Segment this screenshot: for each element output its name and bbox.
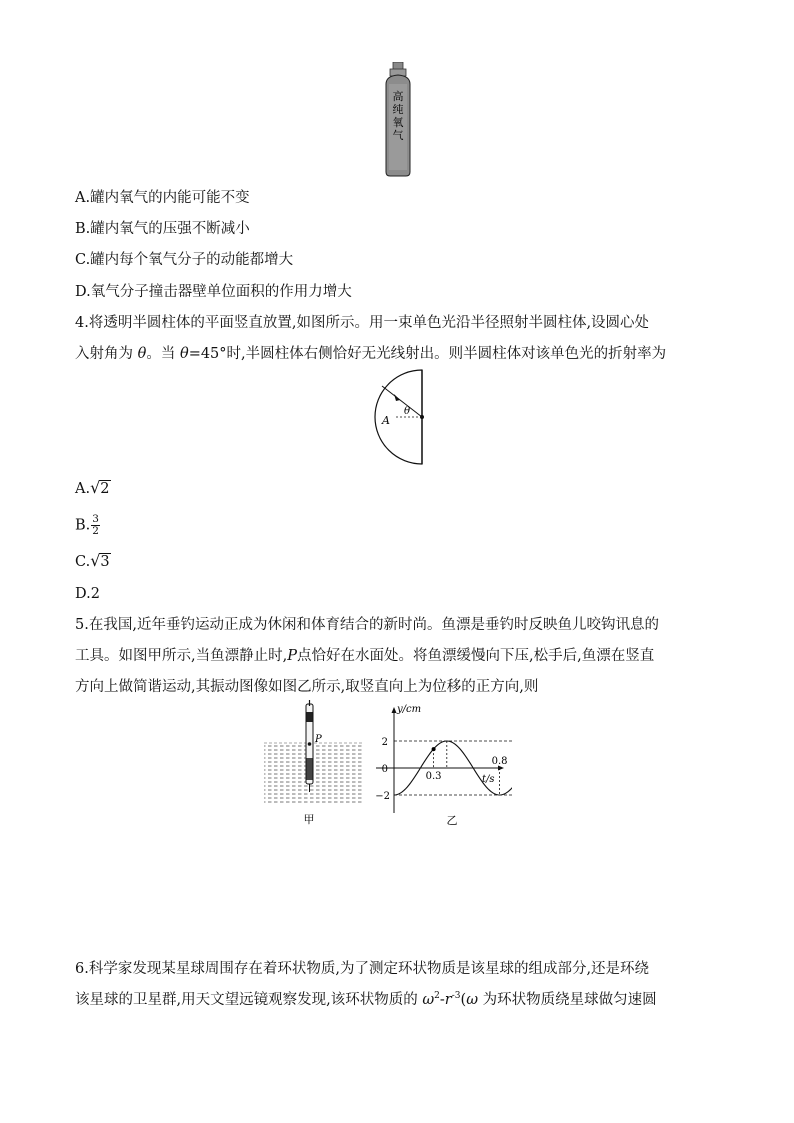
y-tick-2: 2	[381, 737, 388, 748]
vibration-graph	[366, 703, 512, 828]
x-tick-0.8: 0.8	[491, 756, 508, 767]
fig-label-theta: θ	[404, 406, 411, 417]
q5-stem-line3: 方向上做简谐运动,其振动图像如图乙所示,取竖直向上为位移的正方向,则	[75, 679, 539, 695]
q4-option-b: B. $\frac{3}{2}$	[75, 513, 99, 537]
q3-option-b: B.罐内氧气的压强不断减小	[75, 221, 250, 237]
y-tick-0: 0	[381, 764, 388, 775]
y-axis-label: y/cm	[397, 704, 422, 715]
cylinder-label-char: 纯	[392, 103, 404, 116]
fig-label-jia: 甲	[303, 813, 315, 826]
oxygen-cylinder-figure	[380, 62, 416, 178]
marked-point	[432, 747, 436, 751]
q4-option-c: C.√3	[75, 551, 110, 570]
cylinder-label-char: 高	[392, 90, 404, 103]
cylinder-label-char: 气	[392, 129, 404, 142]
q4-option-a: A.√2	[75, 478, 110, 497]
fig-label-p: P	[315, 734, 322, 745]
y-axis-arrow	[392, 707, 397, 713]
q6-stem-line2: 该星球的卫星群,用天文望远镜观察发现,该环状物质的 $\omega^2-r^{-3}(\omega$ 为环状物质绕星球做匀速圆	[75, 991, 657, 1008]
y-tick-neg2: −2	[375, 791, 390, 802]
fig-label-a: A	[382, 414, 390, 427]
semicylinder-figure	[360, 366, 440, 470]
x-axis-label: t/s	[482, 774, 495, 785]
q4-stem-line2: 入射角为 θ。当 θ=45°时,半圆柱体右侧恰好无光线射出。则半圆柱体对该单色光的折射率为	[75, 346, 667, 362]
fig-label-yi: 乙	[446, 814, 458, 827]
q4-stem-line1: 4.将透明半圆柱体的平面竖直放置,如图所示。用一束单色光沿半径照射半圆柱体,设圆心处	[75, 315, 650, 331]
q3-option-d: D.氧气分子撞击器壁单位面积的作用力增大	[75, 284, 352, 300]
cylinder-label-char: 氧	[392, 116, 404, 129]
q6-stem-line1: 6.科学家发现某星球周围存在着环状物质,为了测定环状物质是该星球的组成部分,还是环绕	[75, 961, 650, 977]
q5-stem-line1: 5.在我国,近年垂钓运动正成为休闲和体育结合的新时尚。鱼漂是垂钓时反映鱼儿咬钩讯息的	[75, 617, 659, 633]
q3-option-c: C.罐内每个氧气分子的动能都增大	[75, 252, 294, 268]
q3-option-a: A.罐内氧气的内能可能不变	[75, 190, 250, 206]
q5-stem-line2: 工具。如图甲所示,当鱼漂静止时,P点恰好在水面处。将鱼漂缓慢向下压,松手后,鱼漂在竖直	[75, 648, 655, 664]
x-tick-0.3: 0.3	[425, 771, 442, 782]
fishing-float-figure	[262, 700, 368, 828]
q4-option-d: D.2	[75, 586, 100, 602]
